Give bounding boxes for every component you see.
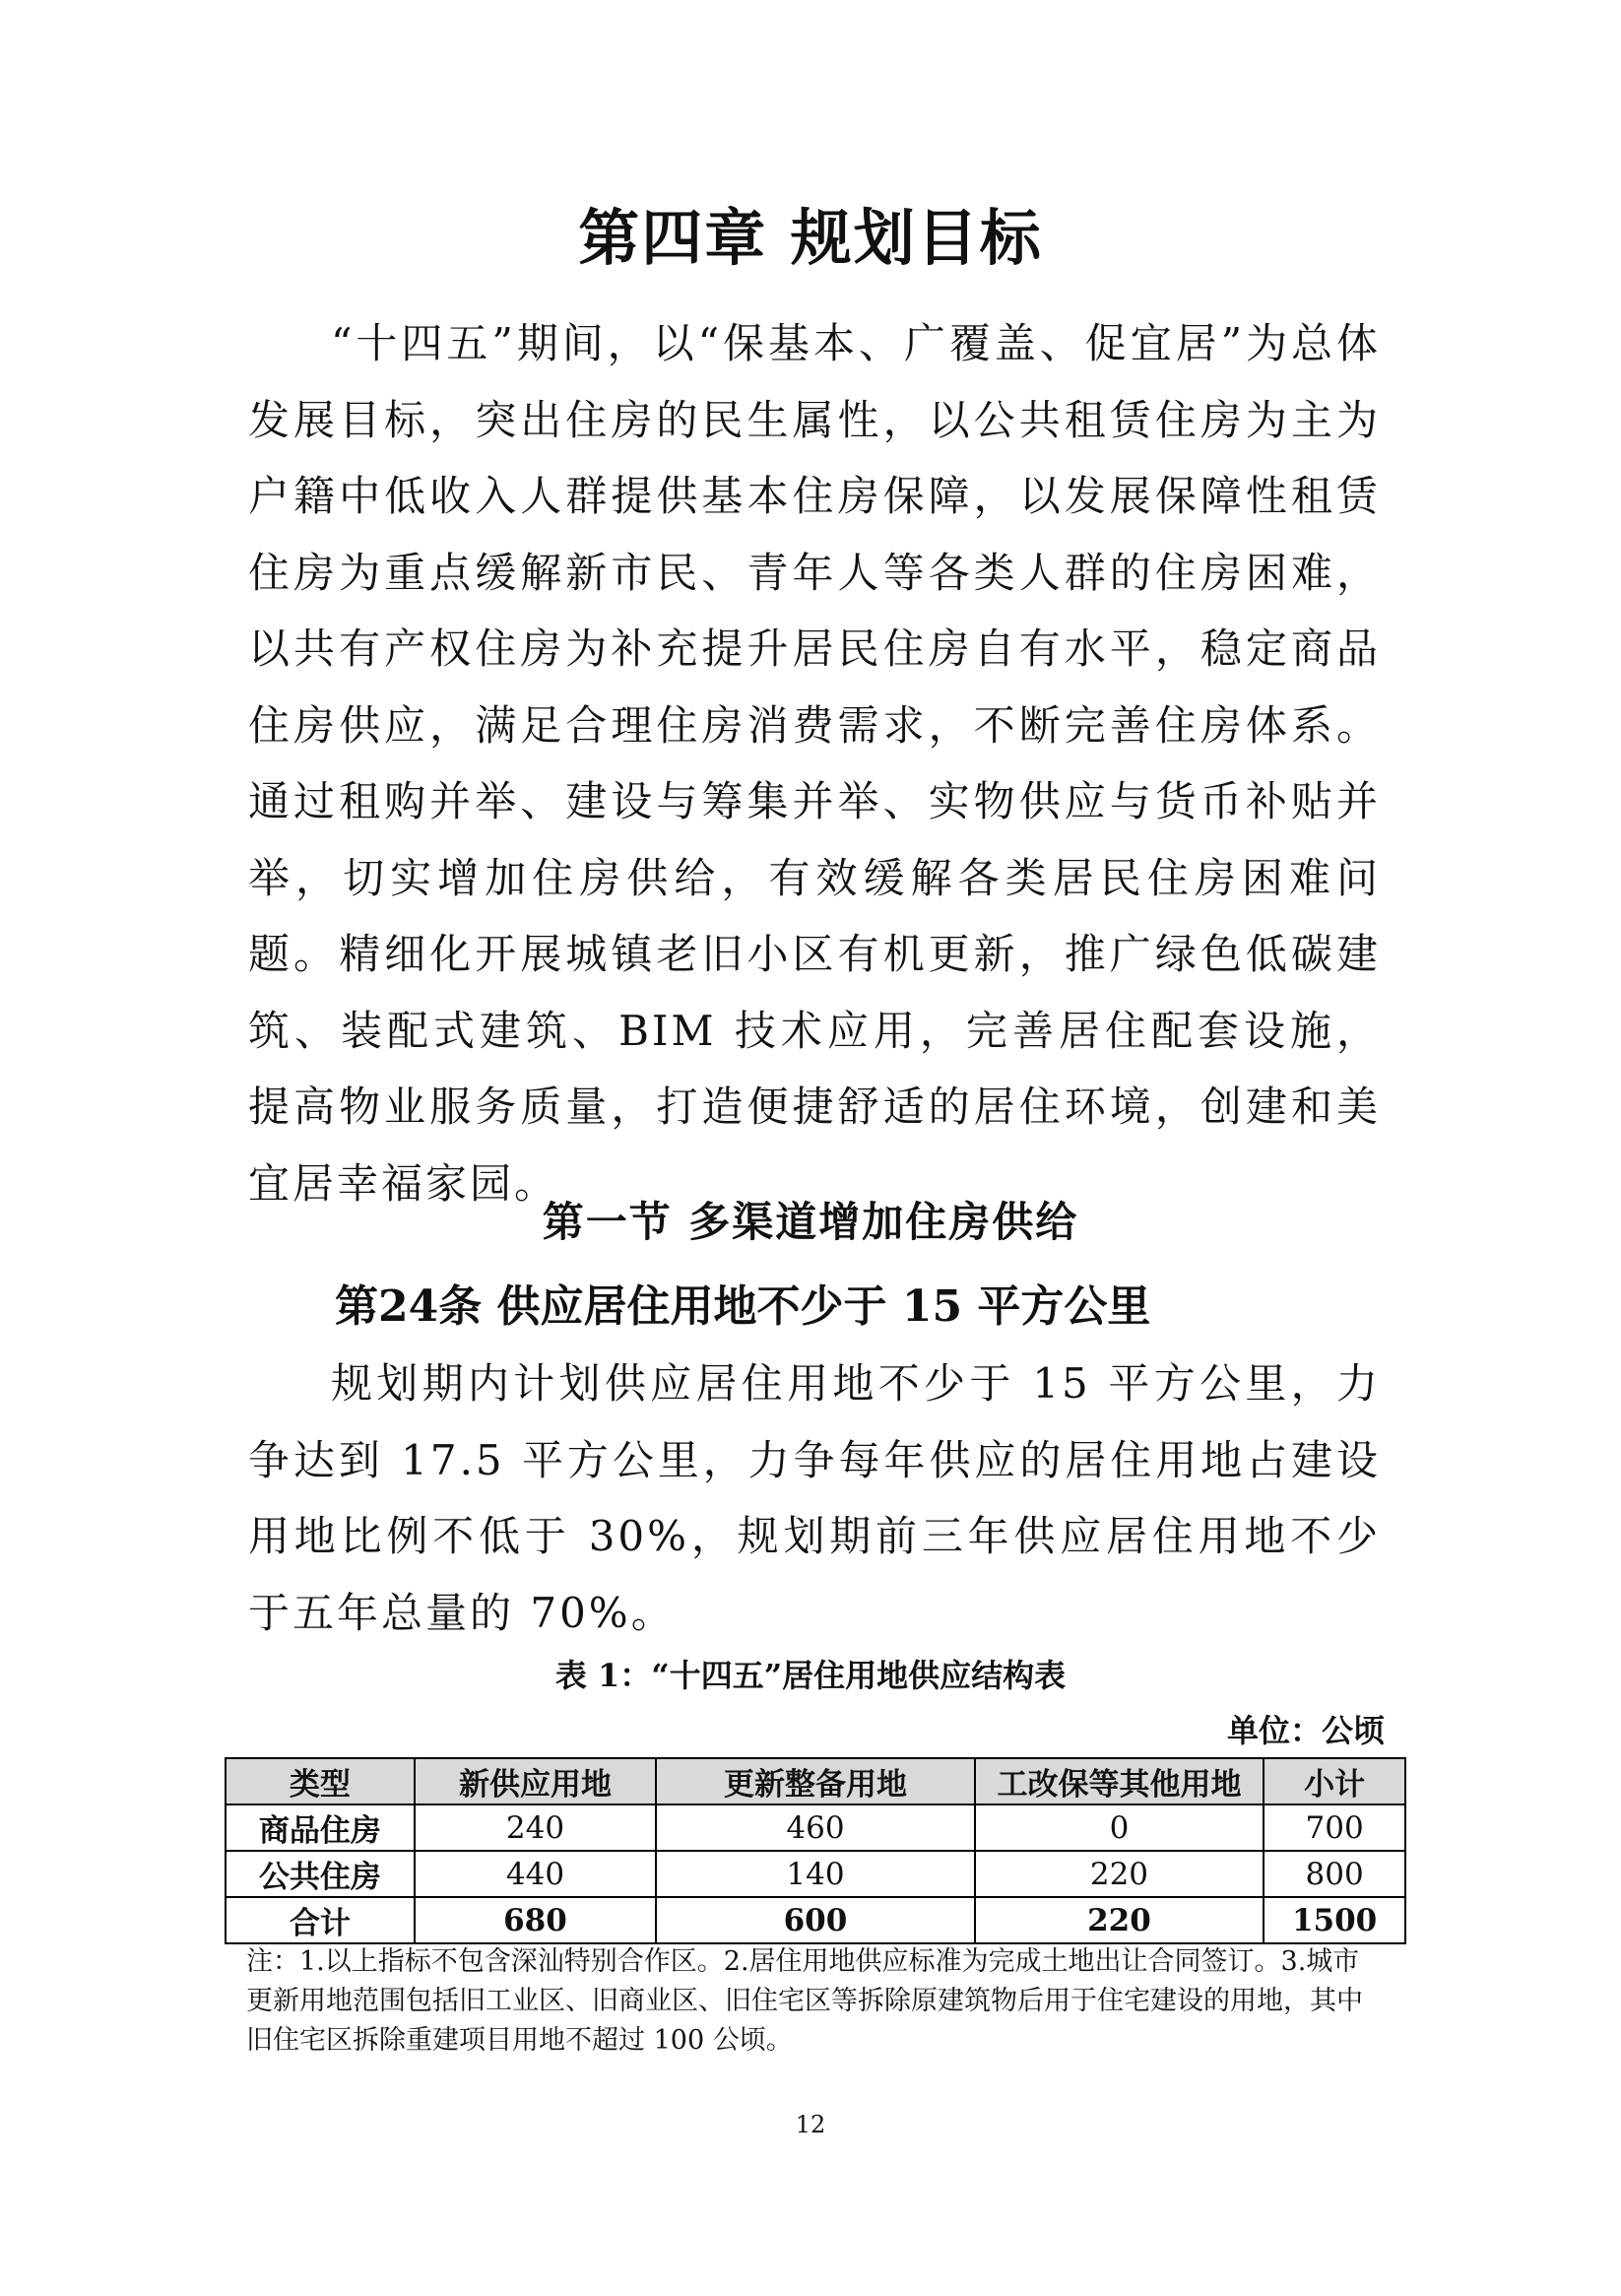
table-notes: 注：1.以上指标不包含深汕特别合作区。2.居住用地供应标准为完成土地出让合同签订。3.城市更新用地范围包括旧工业区、旧商业区、旧住宅区等拆除原建筑物后用于住宅建设的用地，其中旧住宅区拆除重建项目用地不超过 100 公顷。 xyxy=(246,1946,1363,2056)
table-cell: 140 xyxy=(656,1851,974,1897)
table-cell: 800 xyxy=(1264,1851,1405,1897)
section-title: 第一节 多渠道增加住房供给 xyxy=(542,1198,1079,1246)
page-number: 12 xyxy=(795,2111,826,2138)
table-row xyxy=(226,1804,1405,1851)
header-new-supply: 新供应用地 xyxy=(415,1758,657,1804)
article-title: 第24条 供应居住用地不少于 15 平方公里 xyxy=(335,1281,1151,1332)
table-cell: 680 xyxy=(415,1897,657,1943)
table-caption: 表 1：“十四五”居住用地供应结构表 xyxy=(554,1657,1067,1694)
table-cell: 0 xyxy=(975,1804,1264,1851)
table-cell: 220 xyxy=(975,1851,1264,1897)
article-body: 规划期内计划供应居住用地不少于 15 平方公里，力争达到 17.5 平方公里，力争每年供应的居住用地占建设用地比例不低于 30%，规划期前三年供应居住用地不少于五年总量的 70%。 xyxy=(248,1359,1381,1637)
table-cell: 公共住房 xyxy=(226,1851,415,1897)
table-cell: 600 xyxy=(656,1897,974,1943)
table-cell: 商品住房 xyxy=(226,1804,415,1851)
table-total-row xyxy=(226,1897,1405,1943)
header-subtotal: 小计 xyxy=(1264,1758,1405,1804)
table-cell: 1500 xyxy=(1264,1897,1405,1943)
header-other: 工改保等其他用地 xyxy=(975,1758,1264,1804)
table-cell: 460 xyxy=(656,1804,974,1851)
land-supply-table xyxy=(225,1757,1406,1944)
table-cell: 700 xyxy=(1264,1804,1405,1851)
table-cell: 220 xyxy=(975,1897,1264,1943)
table-cell: 440 xyxy=(415,1851,657,1897)
table-row xyxy=(226,1851,1405,1897)
intro-paragraph: “十四五”期间，以“保基本、广覆盖、促宜居”为总体发展目标，突出住房的民生属性，以公共租赁住房为主为户籍中低收入人群提供基本住房保障，以发展保障性租赁住房为重点缓解新市民、青年人等各类人群的住房困难，以共有产权住房为补充提升居民住房自有水平，稳定商品住房供应，满足合理住房消费需求，不断完善住房体系。通过租购并举、建设与筹集并举、实物供应与货币补贴并举，切实增加住房供给，有效缓解各类居民住房困难问题。精细化开展城镇老旧小区有机更新，推广绿色低碳建筑、装配式建筑、BIM 技术应用，完善居住配套设施，提高物业服务质量，打造便捷舒适的居住环境，创建和美宜居幸福家园。 xyxy=(248,319,1381,1208)
header-type: 类型 xyxy=(226,1758,415,1804)
header-renewal: 更新整备用地 xyxy=(656,1758,974,1804)
table-header-row xyxy=(226,1758,1405,1804)
table-cell: 240 xyxy=(415,1804,657,1851)
table-cell: 合计 xyxy=(226,1897,415,1943)
table-unit: 单位：公顷 xyxy=(1226,1712,1385,1749)
chapter-title: 第四章 规划目标 xyxy=(578,202,1043,274)
